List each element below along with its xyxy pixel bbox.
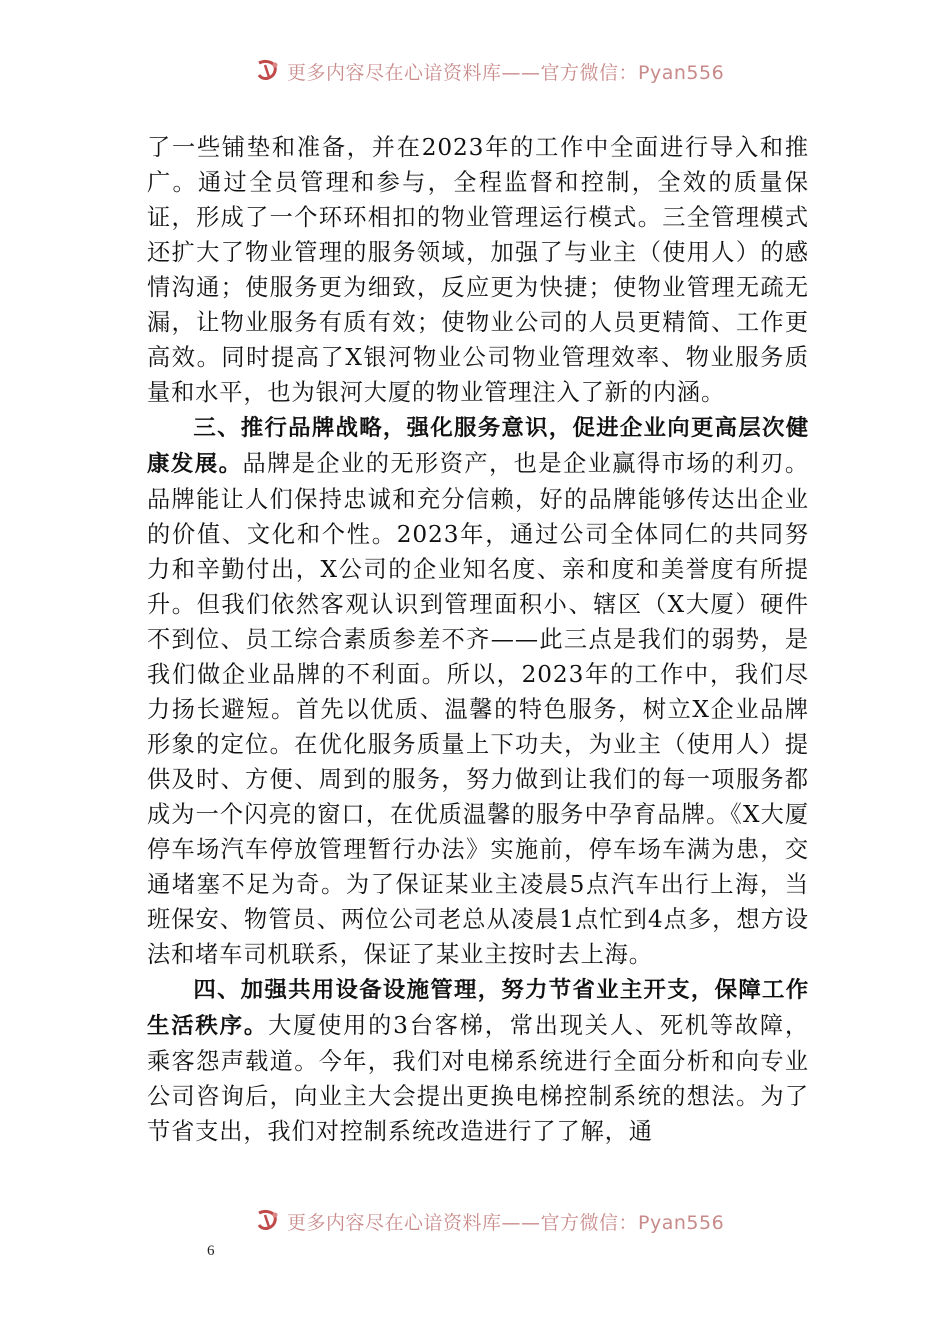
paragraph-3 (147, 972, 809, 1149)
logo-mark-icon (255, 59, 281, 83)
footer-watermark-text: 更多内容尽在心谙资料库——官方微信：Pyan556 (287, 1211, 725, 1234)
paragraph-2 (147, 410, 809, 972)
paragraph-2-text: 品牌是企业的无形资产，也是企业赢得市场的利刃。品牌能让人们保持忠诚和充分信赖，好的品牌能够传达出企业的价值、文化和个性。2023年，通过公司全体同仁的共同努力和辛勤付出，X公司的企业知名度、亲和度和美誉度有所提升。但我们依然客观认识到管理面积小、辖区（X大厦）硬件不到位、员工综合素质参差不齐——此三点是我们的弱势，是我们做企业品牌的不利面。所以，2023年的工作中，我们尽力扬长避短。首先以优质、温馨的特色服务，树立X企业品牌形象的定位。在优化服务质量上下功夫，为业主（使用人）提供及时、方便、周到的服务，努力做到让我们的每一项服务都成为一个闪亮的窗口，在优质温馨的服务中孕育品牌。《X大厦停车场汽车停放管理暂行办法》实施前，停车场车满为患，交通堵塞不足为奇。为了保证某业主凌晨5点汽车出行上海，当班保安、物管员、两位公司老总从凌晨1点忙到4点多，想方设法和堵车司机联系，保证了某业主按时去上海。 (147, 450, 809, 968)
logo-mark-icon (255, 1209, 281, 1233)
header-watermark (255, 58, 724, 84)
paragraph-3-text: 大厦使用的3台客梯，常出现关人、死机等故障，乘客怨声载道。今年，我们对电梯系统进行全面分析和向专业公司咨询后，向业主大会提出更换电梯控制系统的想法。为了节省支出，我们对控制系统改造进行了了解，通 (147, 1012, 809, 1145)
header-watermark-text: 更多内容尽在心谙资料库——官方微信：Pyan556 (287, 61, 725, 84)
section-4-heading: 四、加强共用设备设施管理，努力节省业主开支，保障工作生活秩序。 (147, 977, 809, 1039)
document-body (147, 130, 809, 1149)
section-3-heading: 三、推行品牌战略，强化服务意识，促进企业向更高层次健康发展。 (147, 415, 809, 477)
page-number: 6 (207, 1243, 215, 1259)
paragraph-1-text: 了一些铺垫和准备，并在2023年的工作中全面进行导入和推广。通过全员管理和参与，全程监督和控制，全效的质量保证，形成了一个环环相扣的物业管理运行模式。三全管理模式还扩大了物业管理的服务领域，加强了与业主（使用人）的感情沟通；使服务更为细致，反应更为快捷；使物业管理无疏无漏，让物业服务有质有效；使物业公司的人员更精简、工作更高效。同时提高了X银河物业公司物业管理效率、物业服务质量和水平，也为银河大厦的物业管理注入了新的内涵。 (147, 134, 809, 406)
paragraph-1 (147, 130, 809, 410)
footer-watermark (255, 1208, 724, 1234)
